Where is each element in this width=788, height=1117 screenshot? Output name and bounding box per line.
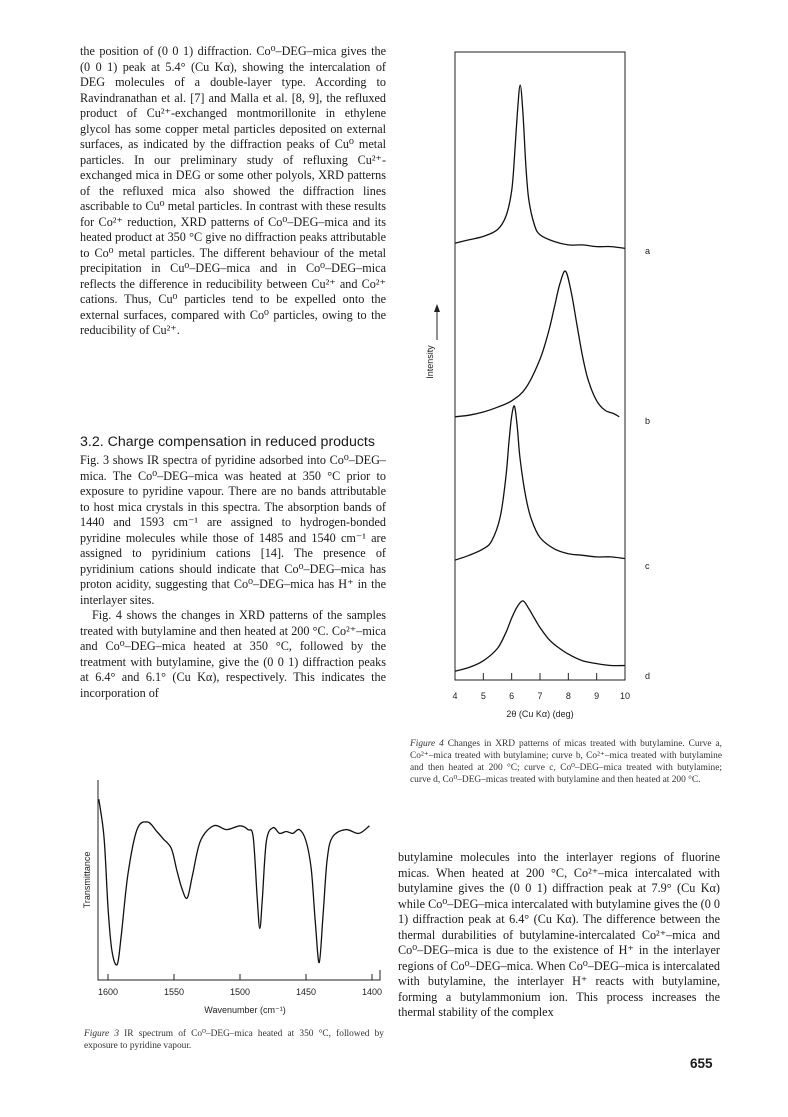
x-tick-label: 4 <box>452 691 458 701</box>
figure-3-caption <box>84 1028 384 1052</box>
x-tick-label: 1550 <box>163 987 185 997</box>
xrd-curve-b <box>455 271 619 417</box>
ir-spectrum-curve <box>99 799 370 965</box>
xrd-plot-area <box>455 85 650 681</box>
curve-label-b: b <box>645 416 651 426</box>
figure-3-ir-chart <box>80 770 390 1020</box>
x-tick-label: 5 <box>480 691 486 701</box>
curve-label-a: a <box>645 246 651 256</box>
x-tick-label: 7 <box>537 691 543 701</box>
figure-4-label: Figure 4 <box>410 739 444 749</box>
x-tick-label: 8 <box>565 691 571 701</box>
curve-label-d: d <box>645 671 651 681</box>
x-tick-label: 1500 <box>229 987 251 997</box>
y-axis-label: Intensity <box>425 345 435 379</box>
section-heading: 3.2. Charge compensation in reduced products <box>80 434 375 450</box>
body-paragraph: butylamine molecules into the interlayer regions of fluorine micas. When heated at 200 °C, Co²⁺–mica intercalated with butylamine gives the (0 0 1) diffraction peak at 7.9° (Cu Kα) while Co⁰–DEG–mica intercalated with butylamine gives the (0 0 1) diffraction peak at 6.4° (Cu Kα). The difference between the thermal durabilities of butylamine-intercalated Co²⁺–mica and Co⁰–DEG–mica is due to the existence of H⁺ in the interlayer regions of Co⁰–DEG–mica. When Co⁰–DEG–mica is intercalated with butylamine, the interlayer H⁺ reacts with butylamine, forming a butylammonium ion. This process increases the thermal stability of the complex <box>398 850 720 1019</box>
x-tick-label: 1600 <box>97 987 119 997</box>
section-3-2 <box>80 434 386 701</box>
figure-4-xrd-chart <box>405 40 725 730</box>
figure-3-label: Figure 3 <box>84 1029 120 1039</box>
x-tick-label: 9 <box>594 691 600 701</box>
x-axis-label: Wavenumber (cm⁻¹) <box>204 1005 286 1015</box>
left-column-top-text <box>80 44 386 339</box>
xrd-curve-c <box>455 406 625 560</box>
figure-3-caption-text: IR spectrum of Co⁰–DEG–mica heated at 350 °C, followed by exposure to pyridine vapour. <box>84 1029 384 1051</box>
x-tick-label: 1400 <box>361 987 383 997</box>
figure-4-caption <box>410 738 722 786</box>
y-axis-label: Transmittance <box>82 851 92 909</box>
xrd-frame <box>455 52 625 680</box>
figure-4-caption-text: Changes in XRD patterns of micas treated with butylamine. Curve a, Co²⁺–mica treated with butylamine; curve b, Co²⁺–mica treated with butylamine and then heated at 200 °C; curve c, Co⁰–DEG–mica treated with butylamine; curve d, Co⁰–DEG–micas treated with butylamine and then heated at 200 °C. <box>410 739 722 785</box>
x-tick-label: 10 <box>619 691 631 701</box>
x-tick-label: 1450 <box>295 987 317 997</box>
body-paragraph: the position of (0 0 1) diffraction. Co⁰–DEG–mica gives the (0 0 1) peak at 5.4° (Cu Kα), showing the intercalation of DEG molecules of a double-layer type. According to Ravindranathan et al. [7] and Malla et al. [8, 9], the refluxed product of Cu²⁺-exchanged montmorillonite in ethylene glycol has some copper metal particles deposited on external surfaces, as indicated by the diffraction peaks of Cu⁰ metal particles. In our preliminary study of refluxing Cu²⁺-exchanged mica in DEG or some other polyols, XRD patterns of the refluxed mica also showed the diffraction lines ascribable to Cu⁰ metal particles. In contrast with these results for Co²⁺ reduction, XRD patterns of Co⁰–DEG–mica and its heated product at 350 °C give no diffraction peaks attributable to Co⁰ metal particles. The different behaviour of the metal precipitation in Cu⁰–DEG–mica and in Co⁰–DEG–mica reflects the difference in reducibility between Cu²⁺ and Co²⁺ cations. Thus, Cu⁰ particles tend to be expelled onto the external surfaces, compared with Co⁰ particles, owing to the reducibility of Cu²⁺. <box>80 44 386 337</box>
xrd-curve-d <box>455 601 625 671</box>
ir-plot-area <box>82 780 382 1015</box>
page-number: 655 <box>690 1056 713 1071</box>
right-column-bottom-text <box>398 850 720 1021</box>
ir-frame <box>98 780 380 980</box>
x-tick-label: 6 <box>509 691 515 701</box>
body-paragraph: Fig. 4 shows the changes in XRD patterns of the samples treated with butylamine and then heated at 200 °C. Co²⁺–mica and Co⁰–DEG–mica heated at 350 °C, followed by the treatment with butylamine, give the (0 0 1) diffraction peaks at 6.4° and 6.1° (Cu Kα), respectively. This indicates the incorporation of <box>80 608 386 700</box>
xrd-curve-a <box>455 85 625 248</box>
x-axis-label: 2θ (Cu Kα) (deg) <box>506 709 574 719</box>
body-paragraph: Fig. 3 shows IR spectra of pyridine adsorbed into Co⁰–DEG–mica. The Co⁰–DEG–mica was heated at 350 °C prior to exposure to pyridine vapour. There are no bands attributable to host mica crystals in this spectra. The absorption bands of 1440 and 1593 cm⁻¹ are assigned to hydrogen-bonded pyridine molecules while those of 1485 and 1540 cm⁻¹ are assigned to pyridinium cations [14]. The presence of pyridinium cations should indicate that Co⁰–DEG–mica has proton acidity, suggesting that Co⁰–DEG–mica has H⁺ in the interlayer sites. <box>80 453 386 607</box>
curve-label-c: c <box>645 561 650 571</box>
arrow-head-icon <box>434 304 440 312</box>
